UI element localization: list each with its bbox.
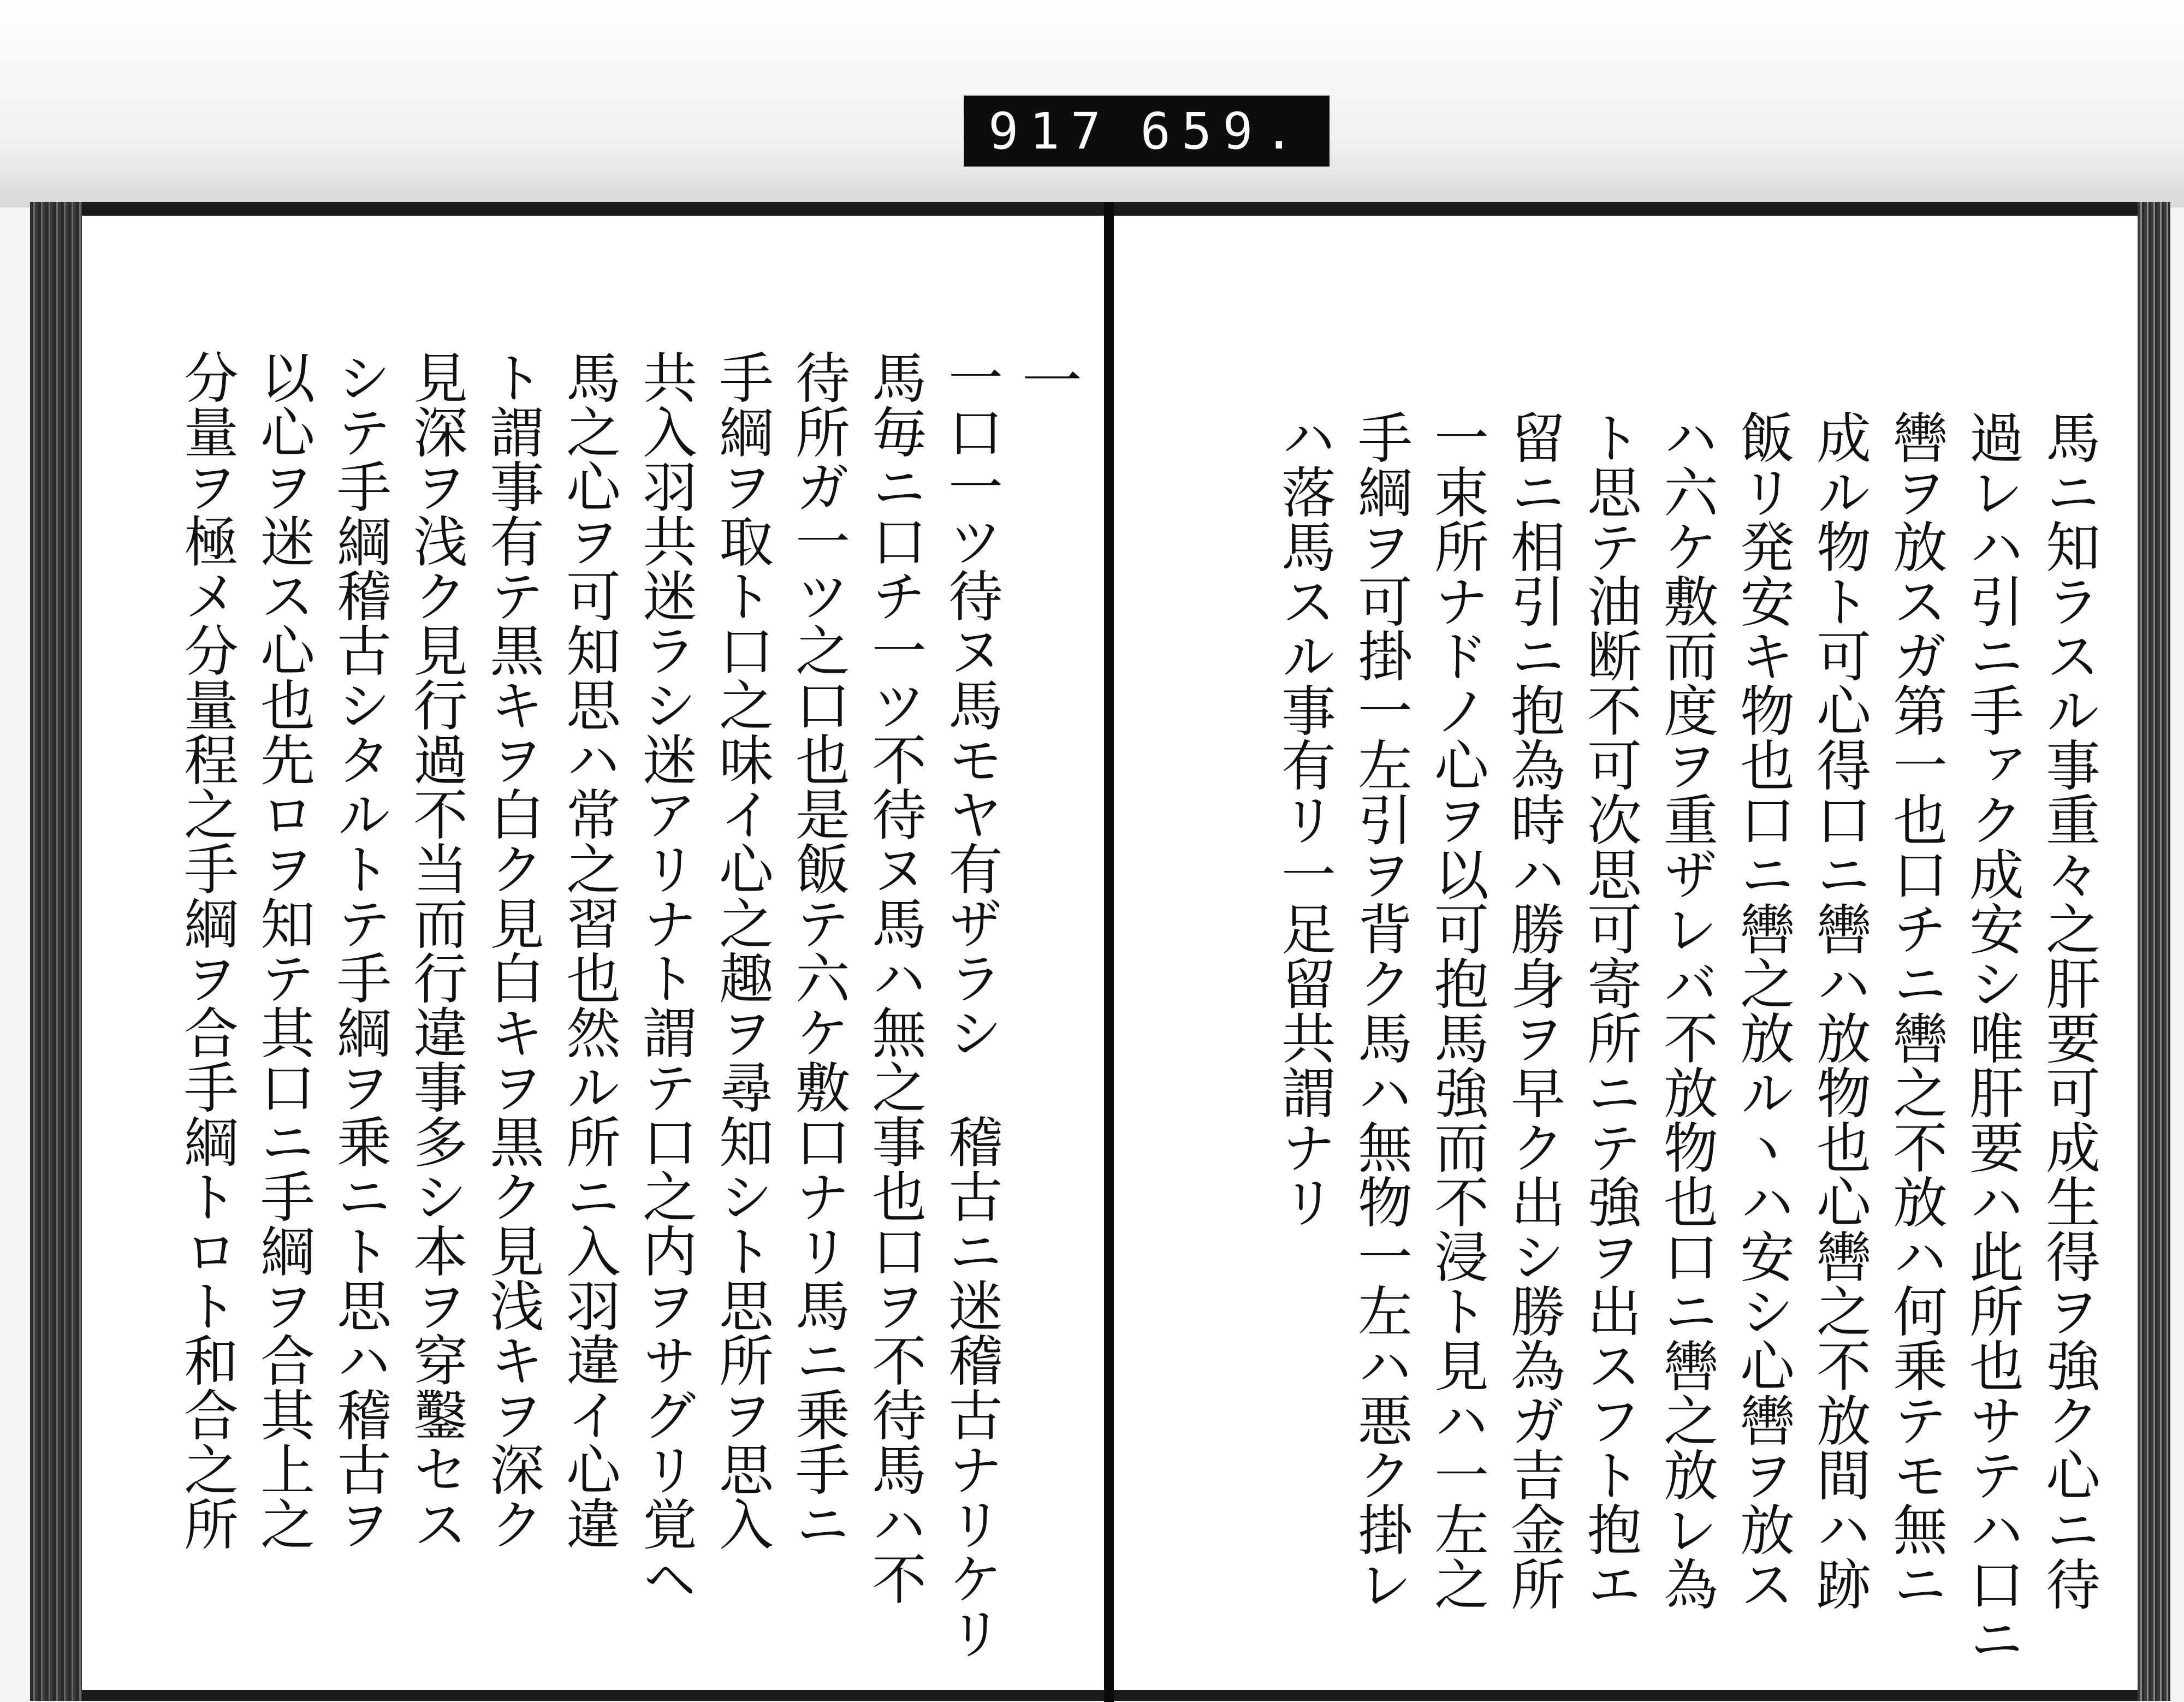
text-column: 成ル物ト可心得口ニ轡ハ放物也心轡之不放間ハ跡 (1807, 410, 1871, 1611)
book-gutter (1104, 202, 1114, 1702)
book-right-edge (2138, 202, 2170, 1701)
text-column: 馬ニ知ラスル事重々之肝要可成生得ヲ強ク心ニ待 (2037, 410, 2100, 1611)
text-column: ト思テ油断不可次思可寄所ニテ強ヲ出スフト抱エ (1578, 410, 1642, 1611)
text-column: 共入羽共迷ラシ迷アリナト謂テ口之内ヲサグリ覚ヘ (633, 349, 697, 1605)
text-column: 以心ヲ迷ス心也先ロヲ知テ其口ニ手綱ヲ合其上之 (251, 349, 315, 1551)
text-column: 飯リ発安キ物也口ニ轡之放ルヽハ安シ心轡ヲ放ス (1731, 410, 1795, 1611)
text-column: 分量ヲ極メ分量程之手綱ヲ合手綱トロト和合之所 (175, 349, 239, 1551)
text-column: 一口一ツ待ヌ馬モヤ有ザラシ 稽古ニ迷稽古ナリケリ (939, 349, 1003, 1660)
text-column: 馬之心ヲ可知思ハ常之習也然ル所ニ入羽違イ心違 (557, 349, 621, 1551)
frame-number-left: 917 (988, 102, 1112, 161)
text-column: 一束所ナドノ心ヲ以可抱馬強而不浸ト見ハ一左之 (1425, 410, 1489, 1611)
frame-number-right: 659. (1140, 102, 1305, 161)
text-column: ハ六ケ敷而度ヲ重ザレバ不放物也口ニ轡之放レ為 (1654, 410, 1718, 1611)
text-column: シテ手綱稽古シタルトテ手綱ヲ乗ニト思ハ稽古ヲ (328, 349, 391, 1551)
text-column: 見深ヲ浅ク見行過不当而行違事多シ本ヲ穿鑿セス (404, 349, 468, 1551)
text-column: 待所ガ一ツ之口也是飯テ六ケ敷口ナリ馬ニ乗手ニ (786, 349, 850, 1551)
text-column: 手綱ヲ取ト口之味イ心之趣ヲ尋知シト思所ヲ思入 (710, 349, 774, 1551)
text-column: 馬毎ニ口チ一ツ不待ヌ馬ハ無之事也口ヲ不待馬ハ不 (863, 349, 927, 1605)
text-column: ハ落馬スル事有リ一足留共謂ナリ (1272, 410, 1336, 1229)
text-column: 轡ヲ放スガ第一也口チニ轡之不放ハ何乗テモ無ニ (1884, 410, 1948, 1611)
left-page-text (87, 349, 1082, 1660)
book-left-edge (30, 202, 82, 1701)
text-column: 手綱ヲ可掛一左引ヲ背ク馬ハ無物一左ハ悪ク掛レ (1349, 410, 1413, 1611)
text-column: ト謂事有テ黒キヲ白ク見白キヲ黒ク見浅キヲ深ク (480, 349, 544, 1551)
frame-number-label (964, 96, 1330, 167)
text-column: 過レハ引ニ手ァク成安シ唯肝要ハ此所也サテハ口ニ (1960, 410, 2024, 1665)
text-column: 留ニ相引ニ抱為時ハ勝身ヲ早ク出シ勝為ガ吉金所 (1502, 410, 1565, 1611)
right-page-text (1158, 410, 2102, 1665)
text-column: 一 (1012, 349, 1082, 410)
